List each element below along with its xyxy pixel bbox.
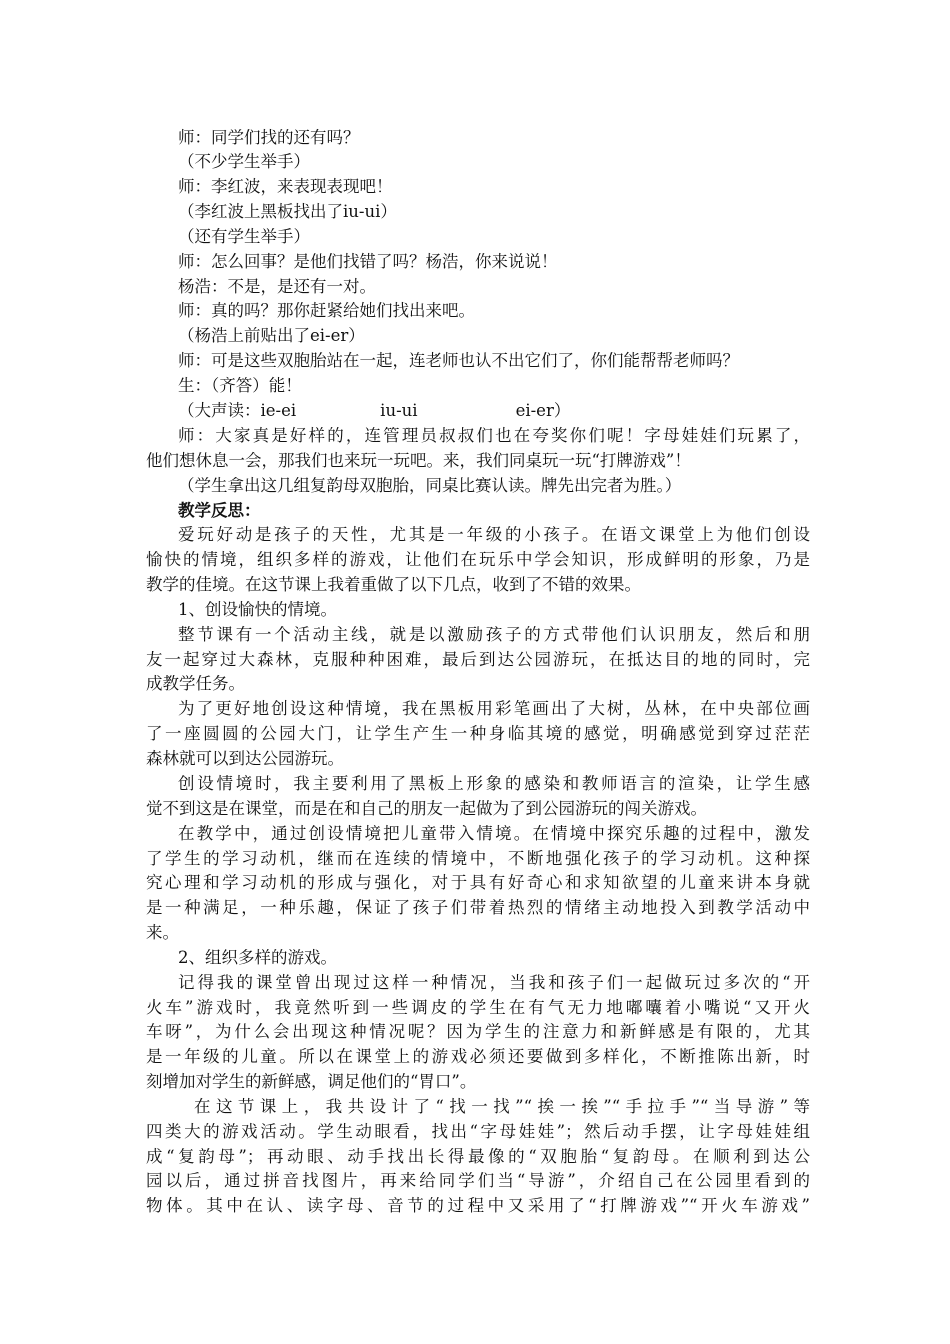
body-line: 森林就可以到达公园游玩。 — [146, 749, 344, 768]
body-line: 记得我的课堂曾出现过这样一种情况，当我和孩子们一起做玩过多次的“开 — [178, 973, 810, 992]
dialogue-line: （还有学生举手） — [178, 227, 310, 246]
body-line: 为了更好地创设这种情境，我在黑板用彩笔画出了大树，丛林，在中央部位画 — [178, 699, 810, 718]
dialogue-line: 师：怎么回事？是他们找错了吗？杨浩，你来说说！ — [178, 252, 558, 271]
body-line: 觉不到这是在课堂，而是在和自己的朋友一起做为了到公园游玩的闯关游戏。 — [146, 799, 707, 818]
body-line: 物体。其中在认、读字母、音节的过程中又采用了“打牌游戏”“开火车游戏” — [146, 1196, 810, 1215]
body-line: 刻增加对学生的新鲜感，调足他们的“胃口”。 — [146, 1072, 477, 1091]
body-line: 爱玩好动是孩子的天性，尤其是一年级的小孩子。在语文课堂上为他们创设 — [178, 525, 810, 544]
body-line: 四类大的游戏活动。学生动眼看，找出“字母娃娃”；然后动手摆，让字母娃娃组 — [146, 1122, 810, 1141]
dialogue-line: 生：（齐答）能！ — [178, 376, 302, 395]
section-heading: 2、组织多样的游戏。 — [178, 948, 337, 967]
dialogue-line: （李红波上黑板找出了iu-ui） — [178, 202, 397, 221]
dialogue-line: （学生拿出这几组复韵母双胞胎，同桌比赛认读。牌先出完者为胜。） — [178, 476, 682, 495]
reflection-heading: 教学反思： — [178, 501, 261, 520]
dialogue-line: 杨浩：不是，是还有一对。 — [178, 277, 376, 296]
body-line: 园以后，通过拼音找图片，再来给同学们当“导游”，介绍自己在公园里看到的 — [146, 1171, 810, 1190]
body-line: 车呀”，为什么会出现这种情况呢？因为学生的注意力和新鲜感是有限的，尤其 — [146, 1022, 810, 1041]
body-line: 整节课有一个活动主线，就是以激励孩子的方式带他们认识朋友，然后和朋 — [178, 625, 810, 644]
dialogue-line: 师：同学们找的还有吗？ — [178, 128, 360, 147]
body-line: 火车”游戏时，我竟然听到一些调皮的学生在有气无力地嘟囔着小嘴说“又开火 — [146, 998, 810, 1017]
dialogue-line: 师：大家真是好样的，连管理员叔叔们也在夸奖你们呢！字母娃娃们玩累了， — [178, 426, 810, 445]
body-line: 在这节课上，我共设计了“找一找”“挨一挨”“手拉手”“当导游”等 — [194, 1097, 810, 1116]
body-line: 了学生的学习动机，继而在连续的情境中，不断地强化孩子的学习动机。这种探 — [146, 849, 810, 868]
body-line: 成“复韵母”；再动眼、动手找出长得最像的“双胞胎“复韵母。在顺利到达公 — [146, 1147, 810, 1166]
dialogue-line: （杨浩上前贴出了ei-er） — [178, 326, 365, 345]
dialogue-line: 他们想休息一会，那我们也来玩一玩吧。来，我们同桌玩一玩“打牌游戏”！ — [146, 451, 691, 470]
reading-prefix: （大声读：ie-ei — [178, 401, 297, 420]
body-line: 创设情境时，我主要利用了黑板上形象的感染和教师语言的渲染，让学生感 — [178, 774, 810, 793]
dialogue-line: （不少学生举手） — [178, 152, 310, 171]
dialogue-line: 师：李红波，来表现表现吧！ — [178, 177, 393, 196]
body-line: 教学的佳境。在这节课上我着重做了以下几点，收到了不错的效果。 — [146, 575, 641, 594]
body-line: 是一种满足，一种乐趣，保证了孩子们带着热烈的情绪主动地投入到教学活动中 — [146, 898, 810, 917]
reading-suffix: ei-er） — [515, 401, 571, 420]
body-line: 了一座圆圆的公园大门，让学生产生一种身临其境的感觉，明确感觉到穿过茫茫 — [146, 724, 810, 743]
section-heading: 1、创设愉快的情境。 — [178, 600, 337, 619]
body-line: 友一起穿过大森林，克服种种困难，最后到达公园游玩，在抵达目的地的同时，完 — [146, 650, 810, 669]
dialogue-line: 师：真的吗？那你赶紧给她们找出来吧。 — [178, 301, 475, 320]
body-line: 是一年级的儿童。所以在课堂上的游戏必须还要做到多样化，不断推陈出新，时 — [146, 1047, 810, 1066]
dialogue-line: 师：可是这些双胞胎站在一起，连老师也认不出它们了，你们能帮帮老师吗？ — [178, 351, 739, 370]
reading-middle: iu-ui — [380, 401, 418, 420]
body-line: 成教学任务。 — [146, 674, 245, 693]
body-line: 究心理和学习动机的形成与强化，对于具有好奇心和求知欲望的儿童来讲本身就 — [146, 873, 810, 892]
body-line: 愉快的情境，组织多样的游戏，让他们在玩乐中学会知识，形成鲜明的形象，乃是 — [146, 550, 810, 569]
reading-line — [178, 400, 570, 422]
body-line: 在教学中，通过创设情境把儿童带入情境。在情境中探究乐趣的过程中，激发 — [178, 824, 810, 843]
body-line: 来。 — [146, 923, 179, 942]
